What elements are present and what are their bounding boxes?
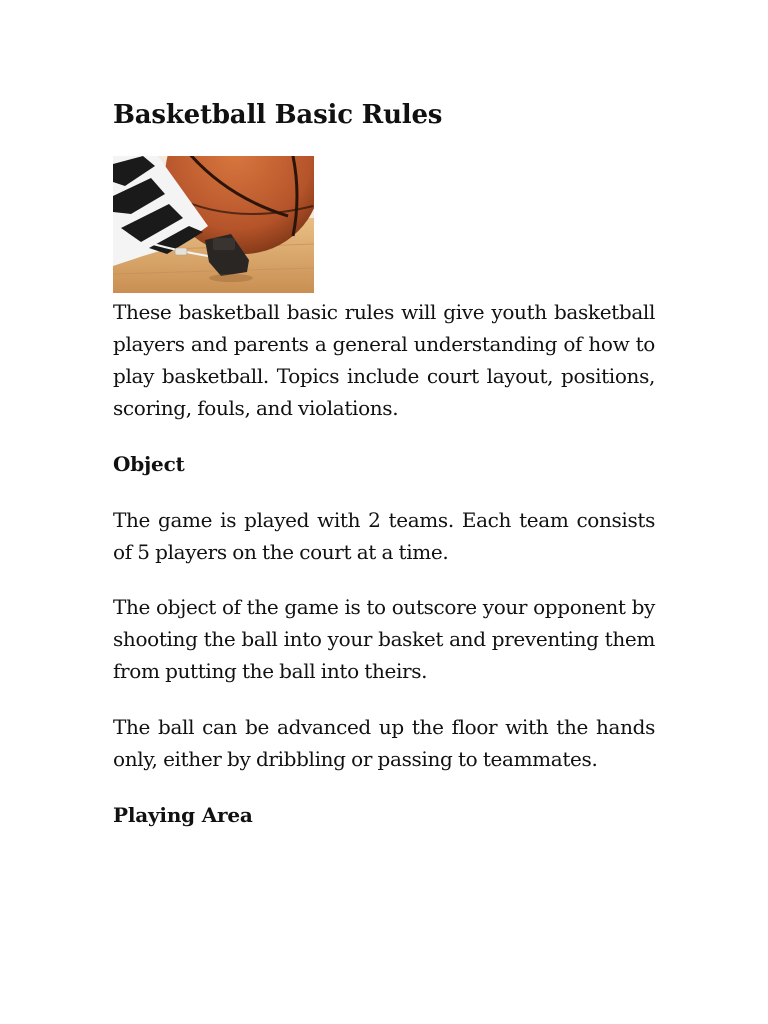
object-paragraph-3: The ball can be advanced up the floor with the hands only, either by dribbling or passing to teammates. (113, 715, 655, 771)
lanyard-clip (175, 248, 187, 255)
section-heading-playing-area: Playing Area (113, 803, 253, 827)
photo-illustration (113, 156, 314, 293)
page-title: Basketball Basic Rules (113, 100, 443, 130)
intro-paragraph: These basketball basic rules will give youth basketball players and parents a general understanding of how to play basketball. Topics include court layout, positions, scoring, fouls, and violations. (113, 300, 655, 420)
basketball-whistle-photo (113, 156, 314, 293)
object-paragraph-1: The game is played with 2 teams. Each team consists of 5 players on the court at a time. (113, 508, 655, 564)
section-heading-object: Object (113, 452, 185, 476)
object-paragraph-2: The object of the game is to outscore your opponent by shooting the ball into your basket and preventing them from putting the ball into theirs. (113, 595, 655, 683)
